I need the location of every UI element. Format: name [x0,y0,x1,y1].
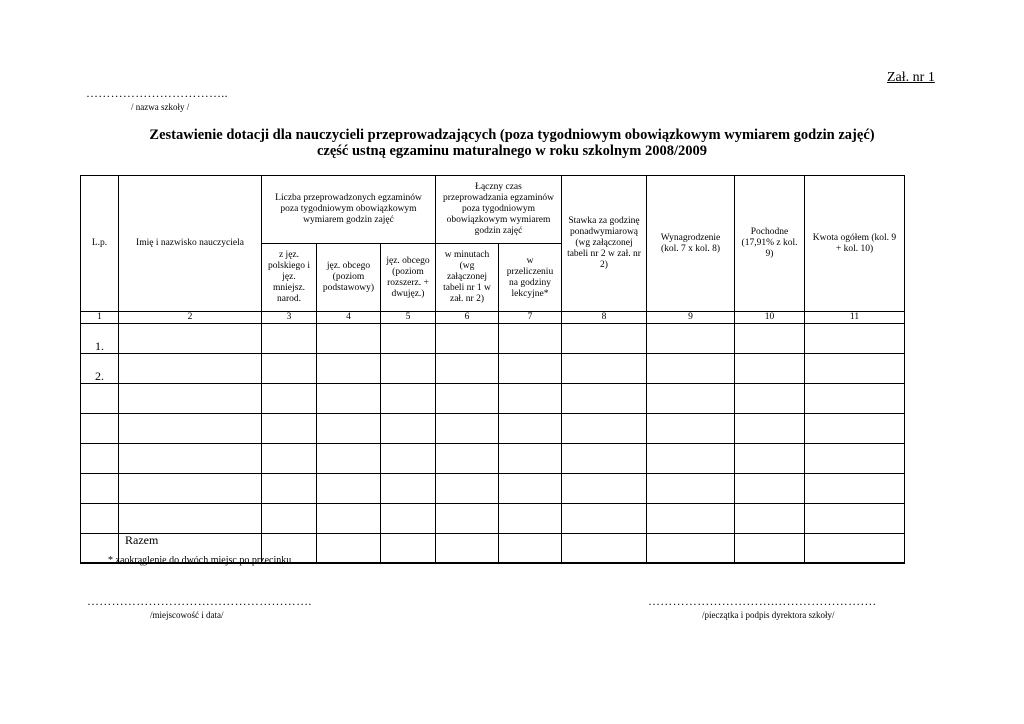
row-lp [81,504,119,534]
table-cell[interactable] [805,414,905,444]
table-cell[interactable] [562,324,647,354]
header-total-time: Łączny czas przeprowadzania egzaminów poza tygodniowym obowiązkowym wymiarem godzin zajęć [436,176,562,244]
header-time-minutes: w minutach (wg załączonej tabeli nr 1 w zał. nr 2) [436,244,499,312]
table-cell[interactable] [119,474,262,504]
table-cell[interactable] [647,384,735,414]
school-name-caption: / nazwa szkoły / [131,102,190,112]
table-cell[interactable] [735,354,805,384]
row-lp [81,444,119,474]
razem-cell[interactable] [317,534,381,564]
table-cell[interactable] [317,324,381,354]
column-number: 5 [381,312,436,324]
table-cell[interactable] [317,474,381,504]
header-rate: Stawka za godzinę ponadwymiarową (wg załączonej tabeli nr 2 w zał. nr 2) [562,176,647,312]
header-exam-polish: z jęz. polskiego i jęz. mniejsz. narod. [262,244,317,312]
table-cell[interactable] [119,324,262,354]
column-number: 4 [317,312,381,324]
column-number: 6 [436,312,499,324]
table-cell[interactable] [562,354,647,384]
table-cell[interactable] [262,444,317,474]
table-cell[interactable] [262,474,317,504]
header-exam-foreign-extended: jęz. obcego (poziom rozszerz. + dwujęz.) [381,244,436,312]
table-cell[interactable] [436,324,499,354]
table-cell[interactable] [499,474,562,504]
table-cell[interactable] [381,414,436,444]
row-lp [81,384,119,414]
table-cell[interactable] [805,384,905,414]
table-cell[interactable] [735,474,805,504]
table-row [81,384,905,414]
table-cell[interactable] [562,414,647,444]
table-cell[interactable] [499,504,562,534]
table-cell[interactable] [381,444,436,474]
title-line-1: Zestawienie dotacji dla nauczycieli przeprowadzających (poza tygodniowym obowiązkowym wymiarem godzin zajęć) [149,127,875,143]
data-rows [81,324,905,534]
razem-cell[interactable] [499,534,562,564]
subsidy-table [80,175,905,564]
table-cell[interactable] [381,474,436,504]
table-row [81,504,905,534]
footnote: * zaokrąglenie do dwóch miejsc po przecinku [108,555,292,566]
table-cell[interactable] [262,354,317,384]
column-number: 7 [499,312,562,324]
table-row [81,414,905,444]
table-cell[interactable] [436,354,499,384]
header-exam-count: Liczba przeprowadzonych egzaminów poza tygodniowym obowiązkowym wymiarem godzin zajęć [262,176,436,244]
table-cell[interactable] [562,504,647,534]
table-cell[interactable] [647,444,735,474]
table-row [81,324,905,354]
table-cell[interactable] [317,444,381,474]
table-cell[interactable] [647,414,735,444]
document-title [80,127,944,159]
place-date-line: ………………………………………………. [87,594,312,608]
table-cell[interactable] [436,414,499,444]
table-cell[interactable] [436,444,499,474]
table-cell[interactable] [499,324,562,354]
place-date-caption: /miejscowość i data/ [150,610,224,620]
razem-cell[interactable] [381,534,436,564]
row-lp [81,414,119,444]
header-lp: L.p. [81,176,119,312]
table-cell[interactable] [735,504,805,534]
razem-cell[interactable] [805,534,905,564]
table-cell[interactable] [119,504,262,534]
table-cell[interactable] [562,384,647,414]
header-teacher-name: Imię i nazwisko nauczyciela [119,176,262,312]
table-cell[interactable] [436,504,499,534]
table-cell[interactable] [436,384,499,414]
table-cell[interactable] [647,324,735,354]
table-cell[interactable] [805,444,905,474]
table-cell[interactable] [499,414,562,444]
table-cell[interactable] [381,384,436,414]
table-cell[interactable] [735,414,805,444]
header-salary: Wynagrodzenie (kol. 7 x kol. 8) [647,176,735,312]
column-number: 10 [735,312,805,324]
column-number: 1 [81,312,119,324]
header-time-hours: w przeliczeniu na godziny lekcyjne* [499,244,562,312]
table-cell[interactable] [119,414,262,444]
table-cell[interactable] [647,474,735,504]
row-lp [81,474,119,504]
table-cell[interactable] [317,384,381,414]
column-number: 8 [562,312,647,324]
table-cell[interactable] [499,354,562,384]
column-number: 9 [647,312,735,324]
table-cell[interactable] [262,414,317,444]
table-cell[interactable] [436,474,499,504]
table-cell[interactable] [499,444,562,474]
table-cell[interactable] [735,324,805,354]
header-exam-foreign-basic: jęz. obcego (poziom podstawowy) [317,244,381,312]
table-cell[interactable] [805,474,905,504]
table-cell[interactable] [381,354,436,384]
table-cell[interactable] [647,504,735,534]
table-cell[interactable] [499,384,562,414]
table-cell[interactable] [119,444,262,474]
razem-label: Razem [119,534,262,564]
table-cell[interactable] [119,354,262,384]
school-name-line: …………………………….. [86,86,228,100]
column-number: 11 [805,312,905,324]
razem-cell[interactable] [562,534,647,564]
header-derivatives: Pochodne (17,91% z kol. 9) [735,176,805,312]
table-cell[interactable] [262,324,317,354]
table-cell[interactable] [381,324,436,354]
signature-line: ………………………….……………………. [648,594,876,608]
table-cell[interactable] [647,354,735,384]
razem-cell[interactable] [735,534,805,564]
column-number: 2 [119,312,262,324]
table-row [81,444,905,474]
table-cell[interactable] [317,504,381,534]
table-cell[interactable] [805,354,905,384]
table-cell[interactable] [317,354,381,384]
table-cell[interactable] [119,384,262,414]
row-lp: 1. [81,324,119,354]
razem-cell[interactable] [647,534,735,564]
razem-cell[interactable] [436,534,499,564]
table-cell[interactable] [262,384,317,414]
header-total: Kwota ogółem (kol. 9 + kol. 10) [805,176,905,312]
table-cell[interactable] [735,444,805,474]
table-cell[interactable] [317,414,381,444]
table-cell[interactable] [805,324,905,354]
table-cell[interactable] [262,504,317,534]
table-row [81,354,905,384]
table-cell[interactable] [562,474,647,504]
table-cell[interactable] [805,504,905,534]
table-cell[interactable] [381,504,436,534]
table-row [81,474,905,504]
table-cell[interactable] [735,384,805,414]
table-cell[interactable] [562,444,647,474]
column-number: 3 [262,312,317,324]
attachment-label: Zał. nr 1 [887,70,935,85]
title-line-2: część ustną egzaminu maturalnego w roku szkolnym 2008/2009 [316,143,708,159]
row-lp: 2. [81,354,119,384]
signature-caption: /pieczątka i podpis dyrektora szkoły/ [702,610,835,620]
